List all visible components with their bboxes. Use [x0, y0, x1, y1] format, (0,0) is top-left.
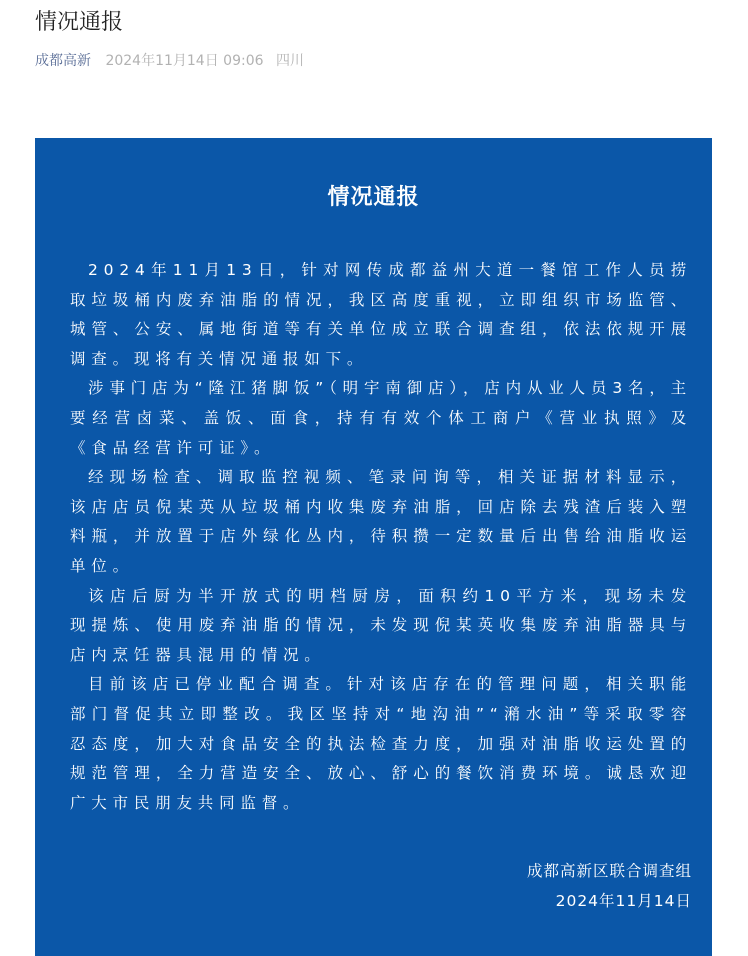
- notice-paragraph: 目前该店已停业配合调查。针对该店存在的管理问题，相关职能部门督促其立即整改。我区坚持对“地沟油”“潲水油”等采取零容忍态度，加大对食品安全的执法检查力度，加强对油脂收运处置的规范管理，全力营造安全、放心、舒心的餐饮消费环境。诚恳欢迎广大市民朋友共同监督。: [70, 675, 692, 812]
- notice-body: [70, 256, 692, 818]
- notice-title: 情况通报: [327, 185, 420, 210]
- signatory: 成都高新区联合调查组: [526, 862, 692, 881]
- notice-paragraph: 该店后厨为半开放式的明档厨房，面积约10平方米，现场未发现提炼、使用废弃油脂的情况，未发现倪某英收集废弃油脂器具与店内烹饪器具混用的情况。: [70, 586, 692, 664]
- source-account-link[interactable]: 成都高新: [35, 53, 91, 69]
- article-meta: [35, 51, 312, 71]
- notice-paragraph: 2024年11月13日，针对网传成都益州大道一餐馆工作人员捞取垃圾桶内废弃油脂的情况，我区高度重视，立即组织市场监管、城管、公安、属地街道等有关单位成立联合调查组，依法依规开展调查。现将有关情况通报如下。: [70, 261, 692, 368]
- article-title: 情况通报: [35, 10, 124, 35]
- publish-datetime: 2024年11月14日 09:06: [105, 53, 264, 69]
- publish-location: 四川: [275, 53, 304, 69]
- notice-paragraph: 涉事门店为“隆江猪脚饭”（明宇南御店），店内从业人员3名，主要经营卤菜、盖饭、面食，持有有效个体工商户《营业执照》及《食品经营许可证》。: [70, 379, 692, 457]
- notice-signature: [70, 856, 692, 916]
- notice-image: [35, 138, 712, 956]
- notice-paragraph: 经现场检查、调取监控视频、笔录问询等，相关证据材料显示，该店店员倪某英从垃圾桶内收集废弃油脂，回店除去残渣后装入塑料瓶，并放置于店外绿化丛内，待积攒一定数量后出售给油脂收运单位。: [70, 468, 692, 575]
- notice-date: 2024年11月14日: [555, 892, 692, 911]
